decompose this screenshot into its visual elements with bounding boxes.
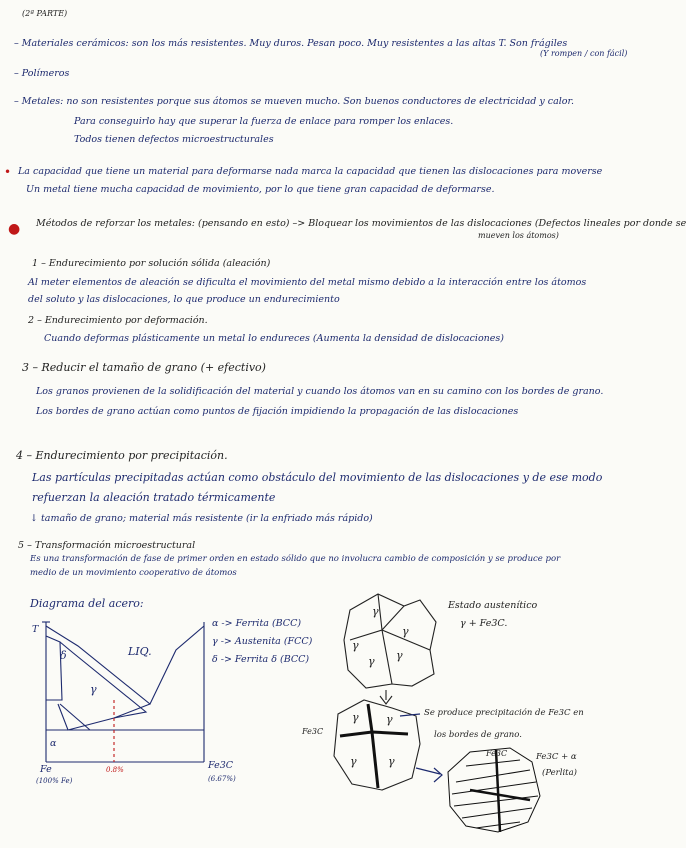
method-4-title: 4 – Endurecimiento por precipitación. — [16, 449, 228, 462]
line-metals-2: Para conseguirlo hay que superar la fuerza de enlace para romper los enlaces. — [74, 116, 454, 127]
grain-label: γ — [372, 605, 379, 618]
line-capacity-2: Un metal tiene mucha capacidad de movimiento, por lo que tiene gran capacidad de deformarse. — [26, 184, 495, 195]
method-3-title: 3 – Reducir el tamaño de grano (+ efectivo) — [22, 361, 266, 374]
line-ceramics-note: (Y rompen / con fácil) — [540, 49, 628, 58]
diagram-alpha-label: α — [50, 738, 57, 749]
grain-label: γ — [396, 649, 403, 662]
method-2-line-1: Cuando deformas plásticamente un metal lo endureces (Aumenta la densidad de dislocaciones) — [44, 333, 504, 344]
legend-gamma: γ -> Austenita (FCC) — [212, 636, 313, 647]
bullet-dot: ● — [8, 221, 21, 237]
method-1-line-2: del soluto y las dislocaciones, lo que produce un endurecimiento — [28, 294, 340, 305]
grain-label: γ — [350, 755, 357, 768]
grain-label: γ — [352, 639, 359, 652]
grain-label: γ — [368, 655, 375, 668]
sketch-austenite-label: Estado austenítico — [448, 600, 538, 611]
method-4-line-1: Las partículas precipitadas actúan como obstáculo del movimiento de las dislocaciones y de ese modo — [32, 471, 603, 484]
diagram-x-mark: 0.8% — [106, 766, 124, 774]
sketch-result-1: Fe3C + α — [536, 752, 577, 762]
method-2-title: 2 – Endurecimiento por deformación. — [28, 315, 208, 326]
page-header: (2ª PARTE) — [22, 9, 68, 18]
sketch-austenite-label-2: γ + Fe3C. — [460, 618, 508, 629]
line-methods-2: mueven los átomos) — [478, 231, 559, 240]
grain-label: γ — [386, 713, 393, 726]
line-metals-1: – Metales: no son resistentes porque sus átomos se mueven mucho. Son buenos conductores de electricidad y calor. — [14, 96, 575, 107]
line-polymers: – Polímeros — [14, 68, 70, 79]
line-capacity-1: La capacidad que tiene un material para deformarse nada marca la capacidad que tienen las dislocaciones para moverse — [18, 166, 603, 177]
diagram-liq-label: LIQ. — [128, 645, 152, 658]
line-metals-3: Todos tienen defectos microestructurales — [74, 134, 274, 145]
legend-alpha: α -> Ferrita (BCC) — [212, 618, 302, 629]
sketch-precip-1: Se produce precipitación de Fe3C en — [424, 708, 584, 718]
diagram-axis-t: T — [32, 624, 39, 635]
method-1-line-1: Al meter elementos de aleación se dificulta el movimiento del metal mismo debido a la interacción entre los átomos — [28, 277, 587, 288]
diagram-delta-label: δ — [60, 649, 67, 662]
grain-label: γ — [402, 625, 409, 638]
diagram-fe3c-sub: (6.67%) — [208, 775, 236, 783]
line-methods-1: Métodos de reforzar los metales: (pensando en esto) –> Bloquear los movimientos de las dislocaciones (Defectos lineales por donde se — [36, 218, 686, 229]
method-5-line-1: Es una transformación de fase de primer orden en estado sólido que no involucra cambio de composición y se produce por — [30, 554, 561, 564]
sketch-fe3c-right: Fe3C — [486, 749, 508, 758]
sketch-result-2: (Perlita) — [542, 768, 577, 778]
sketch-precip-2: los bordes de grano. — [434, 730, 522, 740]
line-ceramics: – Materiales cerámicos: son los más resistentes. Muy duros. Pesan poco. Muy resistentes a las altas T. Son frágiles — [14, 38, 568, 49]
grain-label: γ — [352, 711, 359, 724]
grain-label: γ — [388, 755, 395, 768]
diagram-gamma-label: γ — [90, 683, 97, 696]
method-3-line-1: Los granos provienen de la solidificación del material y cuando los átomos van en su camino con los bordes de grano. — [36, 386, 604, 397]
legend-delta: δ -> Ferrita δ (BCC) — [212, 654, 310, 665]
diagram-fe-label: Fe — [40, 764, 52, 775]
method-4-line-3: ↓ tamaño de grano; material más resistente (ir la enfriado más rápido) — [30, 513, 373, 524]
bullet-dot: • — [4, 165, 12, 179]
diagram-title: Diagrama del acero: — [30, 597, 144, 610]
method-5-line-2: medio de un movimiento cooperativo de átomos — [30, 568, 237, 578]
method-1-title: 1 – Endurecimiento por solución sólida (aleación) — [32, 258, 271, 269]
diagram-fe3c-label: Fe3C — [208, 760, 234, 771]
diagram-fe-sub: (100% Fe) — [36, 777, 73, 785]
sketch-fe3c-left: Fe3C — [302, 727, 324, 736]
method-4-line-2: refuerzan la aleación tratado térmicamente — [32, 491, 276, 504]
method-3-line-2: Los bordes de grano actúan como puntos de fijación impidiendo la propagación de las dislocaciones — [36, 406, 519, 417]
method-5-title: 5 – Transformación microestructural — [18, 540, 196, 551]
